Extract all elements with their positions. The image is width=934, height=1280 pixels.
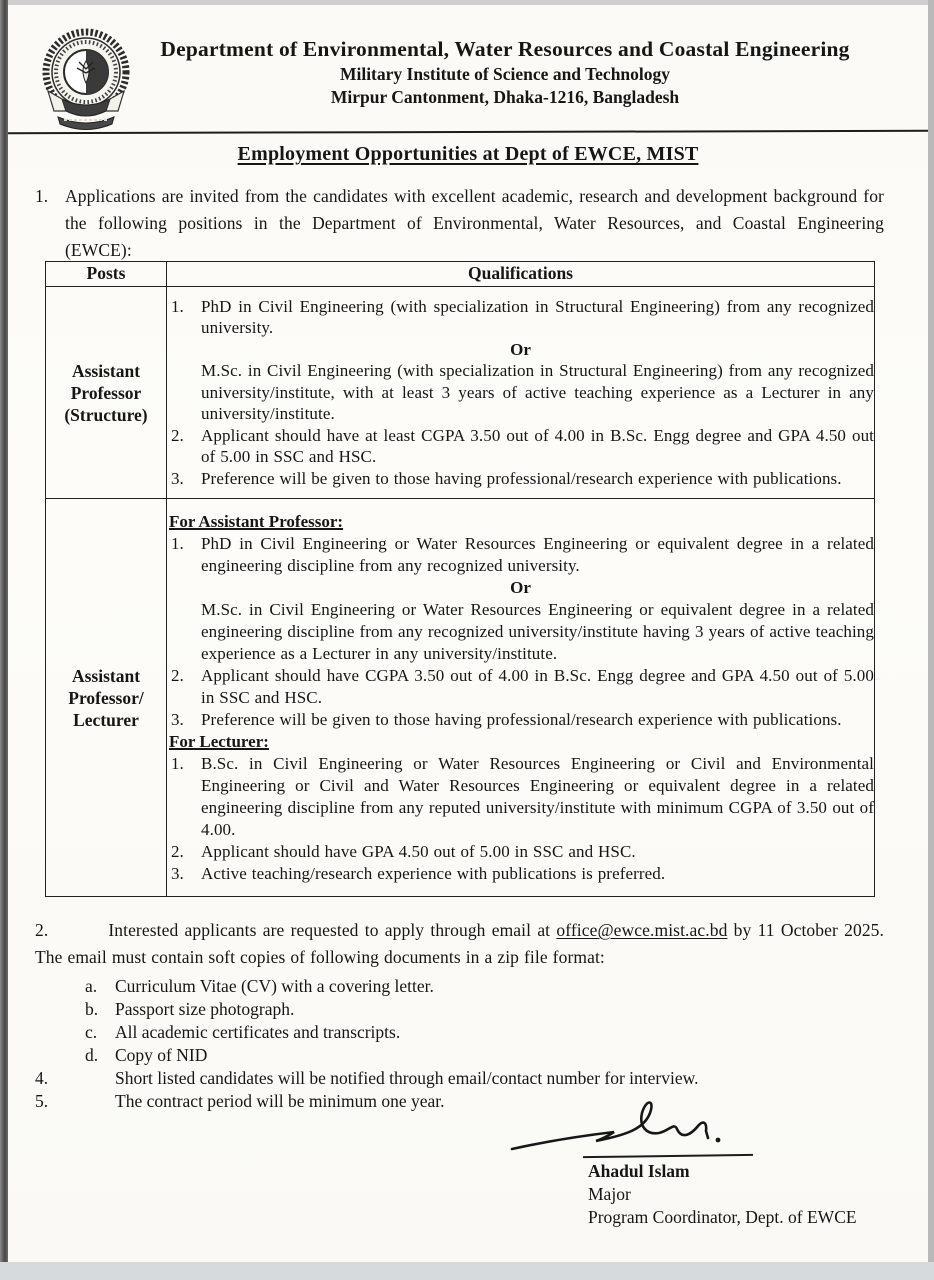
list-letter: b. [85,999,99,1019]
list-number: 5. [35,1091,49,1111]
qualifications-cell [167,499,875,897]
qualification-item [167,709,874,731]
item-text: Applicant should have at least CGPA 3.50 out of 4.00 in B.Sc. Engg degree and GPA 4.50 out of 5.00 in SSC and HSC. [201,425,874,467]
qualification-item [167,841,874,863]
post-line: (Structure) [64,404,148,425]
qualifications-cell [167,287,875,499]
table-row [46,499,875,897]
qualification-item [167,533,874,577]
post-cell [46,499,167,897]
item-number: 3. [171,709,184,729]
column-header-posts: Posts [46,262,167,287]
handwritten-signature [508,1093,758,1157]
scan-edge [0,0,934,5]
qualification-alternative: M.Sc. in Civil Engineering (with specialization in Structural Engineering) from any recognized university/institute, with at least 3 years of active teaching experience as a Lecturer in any university/institute. [201,361,874,424]
list-text: All academic certificates and transcripts. [115,1022,401,1042]
list-letter: c. [85,1022,98,1042]
list-letter: d. [85,1045,99,1065]
address-line: Mirpur Cantonment, Dhaka-1216, Bangladesh [330,87,680,107]
list-item [85,1044,884,1067]
list-text: Passport size photograph. [115,999,295,1019]
item-number: 1. [171,753,184,773]
item-number: 3. [171,863,184,883]
item-number: 3. [171,468,184,488]
item-text: Preference will be given to those having professional/research experience with publications. [201,468,842,488]
list-number: 4. [35,1068,49,1088]
list-number: 2. [35,920,49,940]
item-text: Applicant should have GPA 4.50 out of 5.00 in SSC and HSC. [201,841,636,861]
department-name: Department of Environmental, Water Resources and Coastal Engineering [160,37,850,61]
qualification-item [167,296,874,339]
notice-text: Short listed candidates will be notified through email/contact number for interview. [115,1068,699,1088]
intro-paragraph [35,183,884,264]
notice-item [35,1067,884,1090]
title-row [8,143,928,166]
qualification-item [167,425,874,468]
item-number: 2. [171,841,184,861]
document-checklist [85,975,884,1067]
item-text: PhD in Civil Engineering or Water Resources Engineering or equivalent degree in a related engineering discipline from any recognized university. [201,533,874,575]
list-item [85,975,884,998]
notice-text: The contract period will be minimum one year. [115,1091,445,1111]
signatory-role: Program Coordinator, Dept. of EWCE [588,1207,857,1227]
header-divider [8,130,928,134]
post-line: Lecturer [73,709,139,730]
post-line: Assistant [71,665,141,686]
instruction-text: by 11 October 2025. The email must contain soft copies of following documents in a zip file format: [35,920,884,967]
scan-edge [928,0,934,1280]
document-title: Employment Opportunities at Dept of EWCE, MIST [237,143,699,165]
post-cell [46,287,167,499]
post-line: Professor [70,382,142,403]
item-text: PhD in Civil Engineering (with specialization in Structural Engineering) from any recognized university. [201,296,874,338]
email-address: office@ewce.mist.ac.bd [556,920,728,940]
item-number: 2. [171,665,184,685]
document-page [8,5,928,1262]
qualification-alternative: M.Sc. in Civil Engineering or Water Resources Engineering or equivalent degree in a related engineering discipline from any recognized university/institute having 3 years of active teaching experience as a Lecturer in any university/institute. [201,599,874,663]
list-text: Copy of NID [115,1045,208,1065]
table-row [46,287,875,499]
qualification-item [167,665,874,709]
column-header-qualifications: Qualifications [167,262,875,287]
item-number: 1. [171,533,184,553]
post-line: Professor/ [68,687,144,708]
instruction-text: Interested applicants are requested to apply through email at [108,920,557,940]
positions-table [45,261,875,897]
qualification-item [167,863,874,885]
section-heading: For Assistant Professor: [169,511,344,531]
qualification-item [167,468,874,490]
scan-edge [0,1262,934,1280]
item-number: 1. [171,296,184,316]
mist-logo-icon [30,25,142,133]
signatory-rank: Major [588,1184,631,1204]
or-separator: Or [510,339,531,359]
item-text: B.Sc. in Civil Engineering or Water Resources Engineering or Civil and Environmental Engineering or Civil and Water Resources Engineering or equivalent degree in a related engineering discipline from any reputed university/institute with minimum CGPA of 3.50 out of 4.00. [201,753,874,839]
letterhead [128,36,882,109]
institute-name: Military Institute of Science and Technology [339,64,671,84]
intro-text: Applications are invited from the candidates with excellent academic, research and development background for the following positions in the Department of Environmental, Water Resources, and Coastal Engineering (EWCE): [65,186,884,260]
item-text: Active teaching/research experience with publications is preferred. [201,863,666,883]
application-instructions [35,917,884,971]
post-line: Assistant [71,360,141,381]
item-text: Applicant should have CGPA 3.50 out of 4.00 in B.Sc. Engg degree and GPA 4.50 out of 5.00 in SSC and HSC. [201,665,874,707]
item-number: 2. [171,425,184,445]
qualification-item [167,753,874,841]
or-separator: Or [510,577,531,597]
section-heading: For Lecturer: [169,731,269,751]
table-header-row [46,262,875,287]
list-text: Curriculum Vitae (CV) with a covering letter. [115,976,434,996]
list-item [85,1021,884,1044]
item-text: Preference will be given to those having professional/research experience with publications. [201,709,842,729]
list-number: 1. [35,186,49,206]
closing-section [35,917,884,1113]
list-letter: a. [85,976,98,996]
signatory-name: Ahadul Islam [588,1161,690,1181]
scan-edge [0,0,8,1280]
list-item [85,998,884,1021]
